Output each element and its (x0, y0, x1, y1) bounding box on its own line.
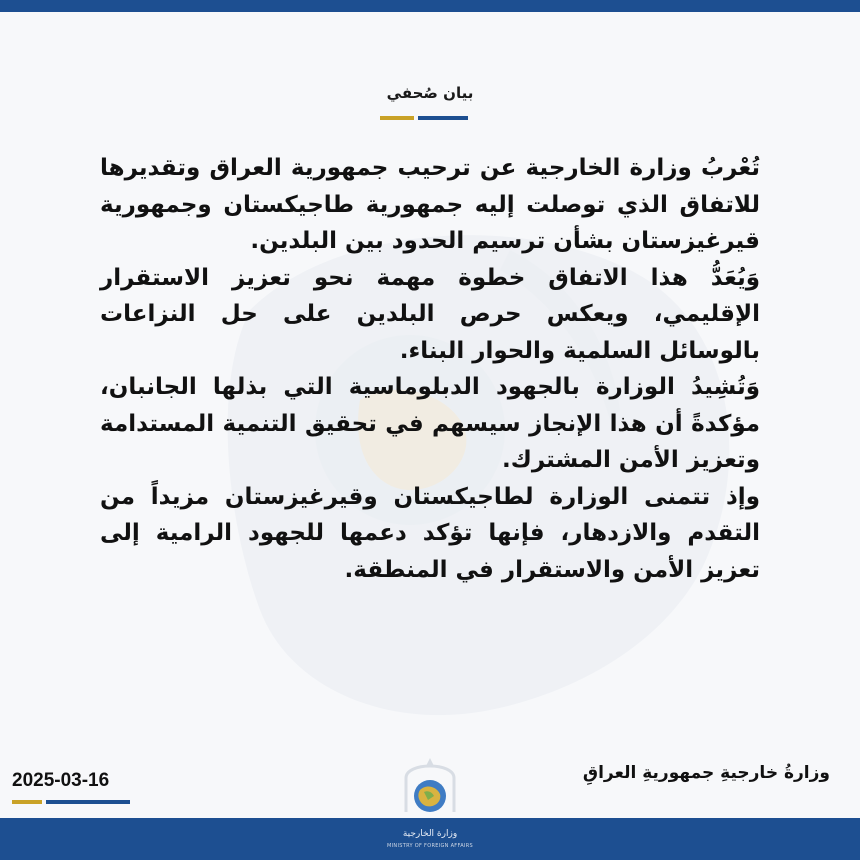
date-underline-gold (12, 800, 42, 804)
title-underline (380, 116, 468, 120)
statement-body (100, 150, 760, 588)
paragraph-3: وَتُشِيدُ الوزارة بالجهود الدبلوماسية التي بذلها الجانبان، مؤكدةً أن هذا الإنجاز سيسهم في تحقيق التنمية المستدامة وتعزيز الأمن المشترك. (100, 374, 760, 473)
emblem-name-english: MINISTRY OF FOREIGN AFFAIRS (387, 843, 473, 849)
emblem-name-arabic: وزارة الخارجية (402, 829, 458, 839)
top-brand-bar (0, 0, 860, 12)
date-underline (12, 800, 130, 804)
ministry-signature: وزارةُ خارجيةِ جمهوريةِ العراقِ (582, 763, 830, 783)
paragraph-1: تُعْربُ وزارة الخارجية عن ترحيب جمهورية العراق وتقديرها للاتفاق الذي توصلت إليه جمهورية طاجيكستان وجمهورية قيرغيزستان بشأن ترسيم الحدود بين البلدين. (100, 155, 760, 254)
title-underline-gold (380, 116, 414, 120)
page-title: بيان صُحفي (386, 84, 474, 102)
paragraph-4: وإذ تتمنى الوزارة لطاجيكستان وقيرغيزستان مزيداً من التقدم والازدهار، فإنها تؤكد دعمها للجهود الرامية إلى تعزيز الأمن والاستقرار في المنطقة. (100, 483, 760, 583)
statement-date: 2025-03-16 (12, 770, 110, 791)
date-underline-blue (46, 800, 130, 804)
paragraph-2: وَيُعَدُّ هذا الاتفاق خطوة مهمة نحو تعزيز الاستقرار الإقليمي، ويعكس حرص البلدين على حل النزاعات بالوسائل السلمية والحوار البناء. (100, 264, 760, 364)
title-underline-blue (418, 116, 468, 120)
